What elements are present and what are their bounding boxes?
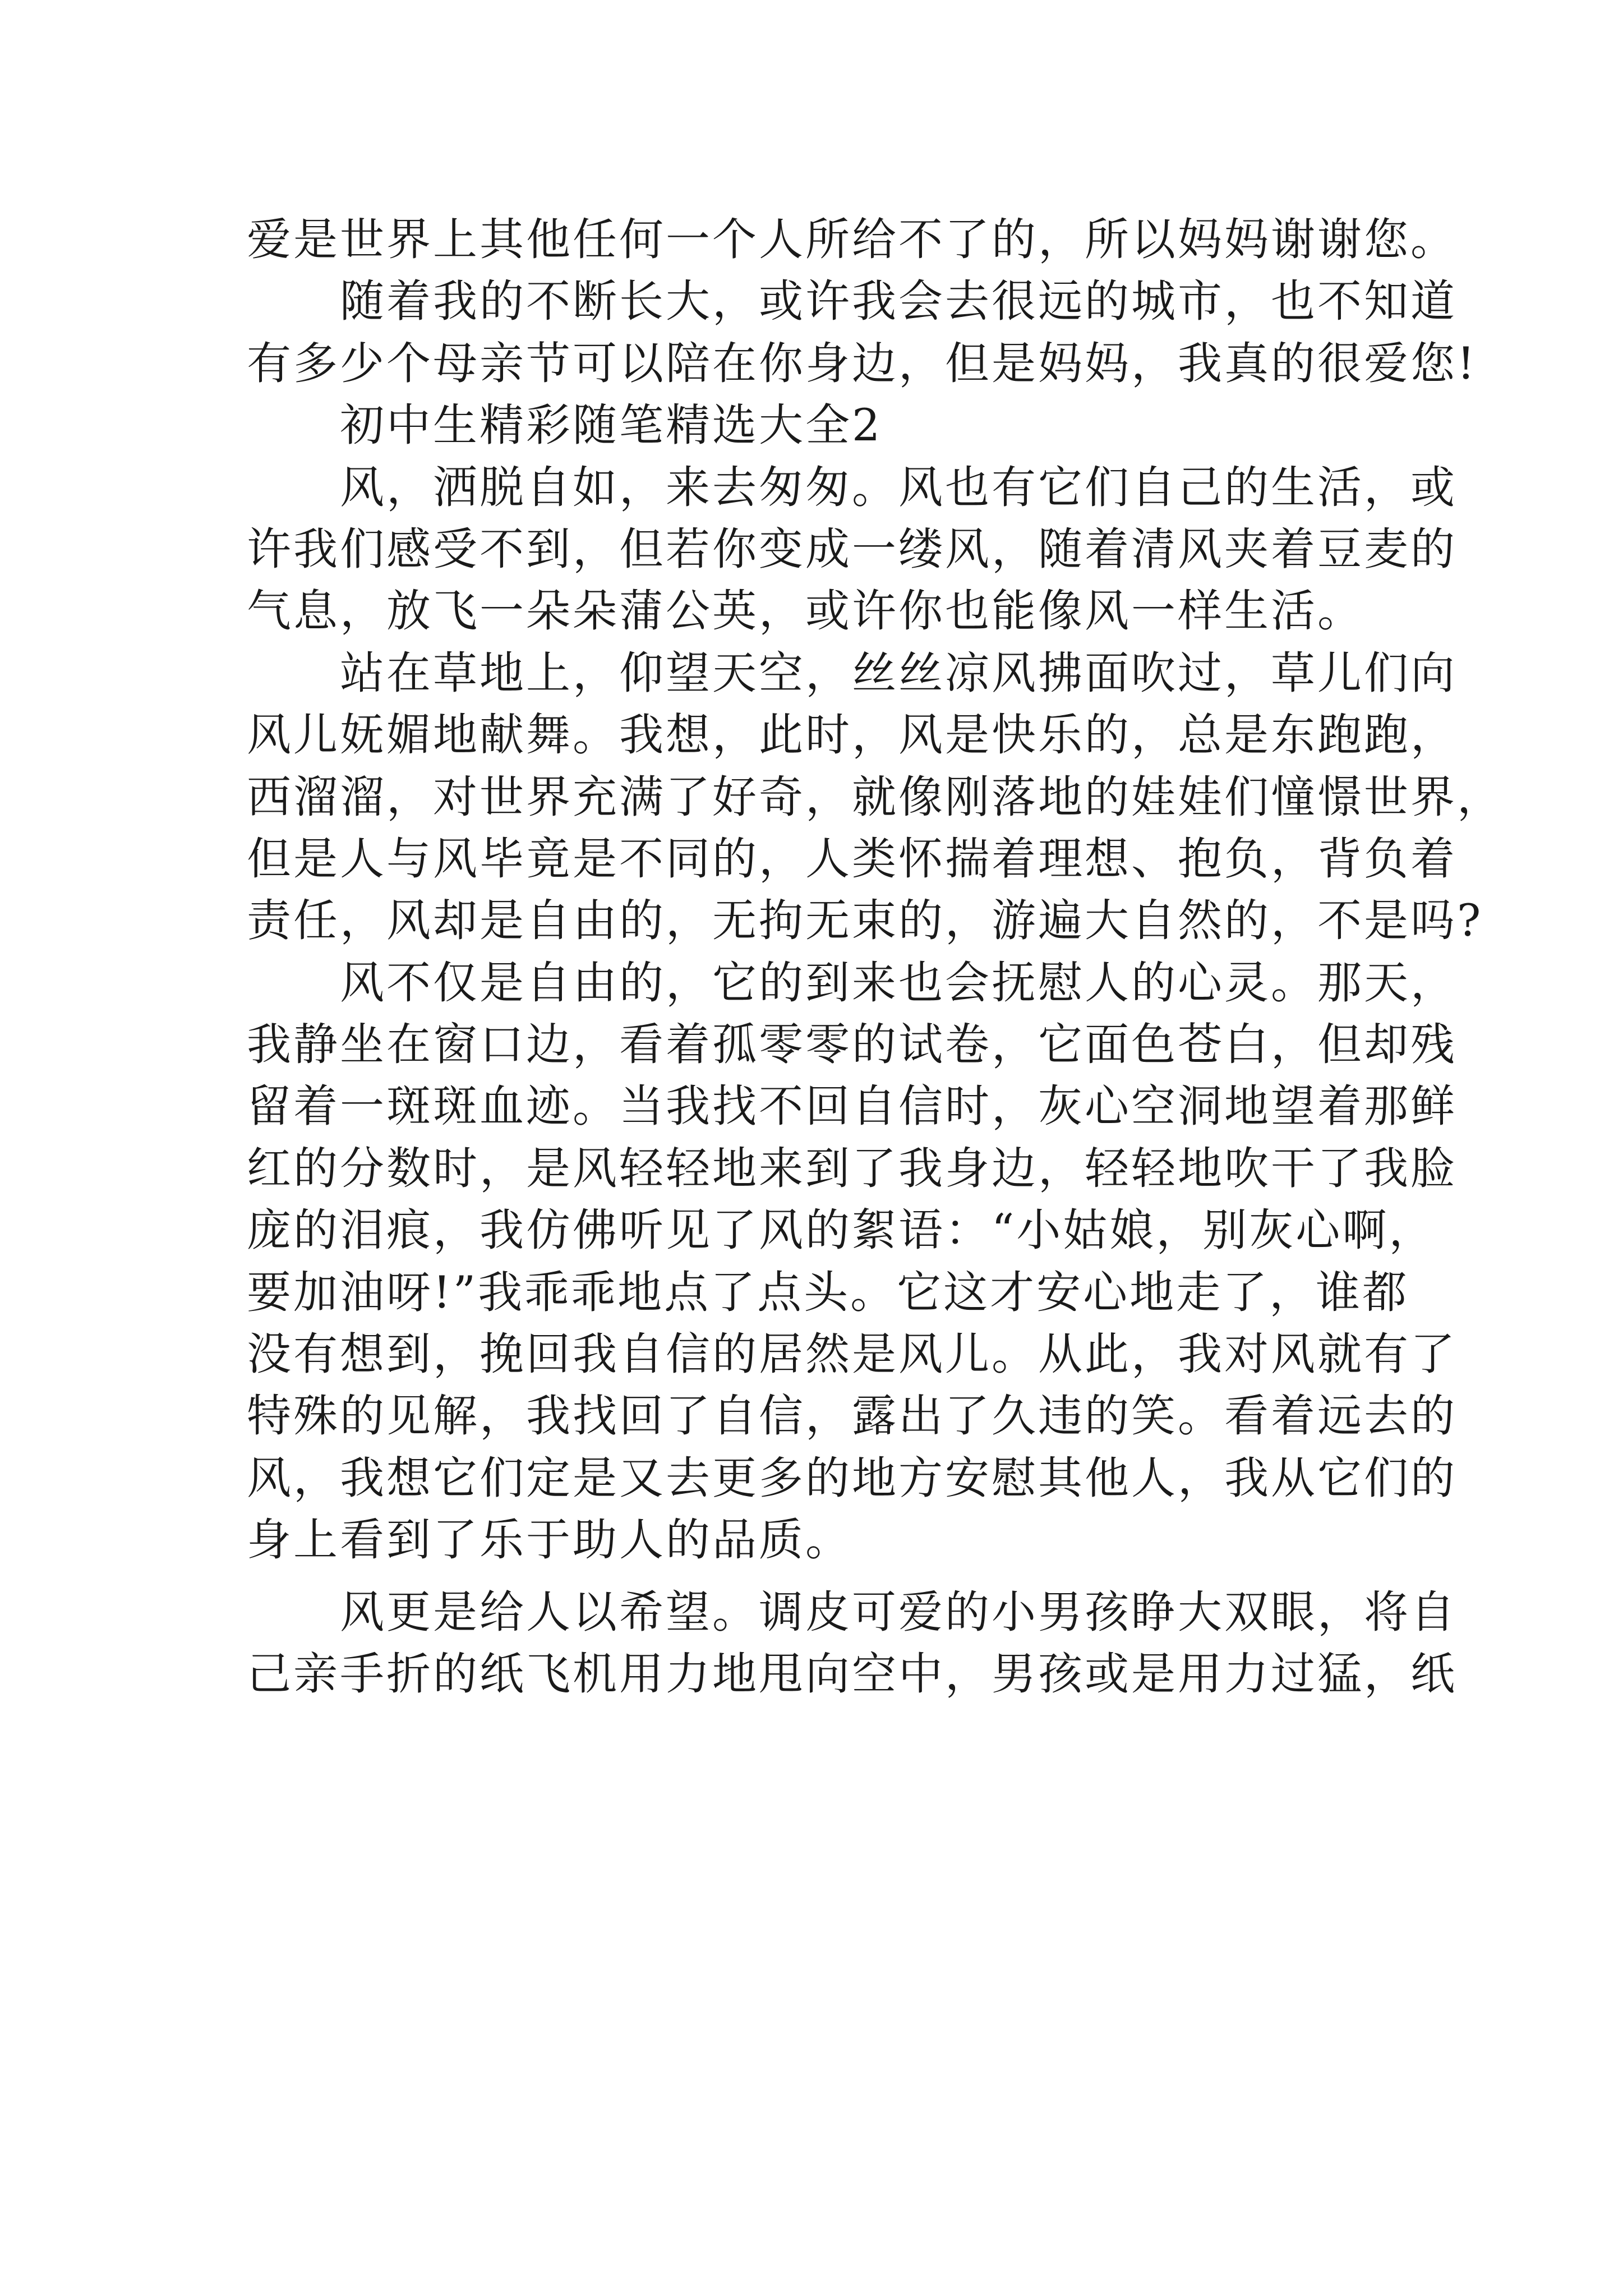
text-line: 但是人与风毕竟是不同的，人类怀揣着理想、抱负，背负着 [247,832,1457,885]
text-line: 风儿妩媚地献舞。我想，此时，风是快乐的，总是东跑跑， [247,709,1457,761]
text-line: 己亲手折的纸飞机用力地甩向空中，男孩或是用力过猛，纸 [247,1648,1457,1700]
text-line: 红的分数时，是风轻轻地来到了我身边，轻轻地吹干了我脸 [247,1142,1457,1194]
text-line: 站在草地上，仰望天空，丝丝凉风拂面吹过，草儿们向 [340,647,1457,699]
text-line: 我静坐在窗口边，看着孤零零的试卷，它面色苍白，但却残 [247,1019,1457,1071]
text-line: 留着一斑斑血迹。当我找不回自信时，灰心空洞地望着那鲜 [247,1080,1457,1133]
text-line: 许我们感受不到，但若你变成一缕风，随着清风夹着豆麦的 [247,523,1457,575]
text-line: 西溜溜，对世界充满了好奇，就像刚落地的娃娃们憧憬世界， [247,771,1504,823]
text-line: 身上看到了乐于助人的品质。 [247,1514,852,1566]
text-line: 风不仅是自由的，它的到来也会抚慰人的心灵。那天， [340,956,1457,1009]
text-line: 有多少个母亲节可以陪在你身边，但是妈妈，我真的很爱您! [247,337,1477,389]
text-line: 随着我的不断长大，或许我会去很远的城市，也不知道 [340,275,1457,328]
text-line: 风，我想它们定是又去更多的地方安慰其他人，我从它们的 [247,1452,1457,1504]
text-line: 气息，放飞一朵朵蒲公英，或许你也能像风一样生活。 [247,585,1364,637]
text-line: 风，洒脱自如，来去匆匆。风也有它们自己的生活，或 [340,461,1457,513]
section-title: 初中生精彩随笔精选大全2 [340,399,883,452]
text-line: 责任，风却是自由的，无拘无束的，游遍大自然的，不是吗? [247,895,1483,947]
text-line: 爱是世界上其他任何一个人所给不了的，所以妈妈谢谢您。 [247,214,1457,265]
text-line: 庞的泪痕，我仿佛听见了风的絮语：“小姑娘，别灰心啊， [247,1204,1436,1257]
text-line: 要加油呀!”我乖乖地点了点头。它这才安心地走了，谁都 [247,1266,1409,1318]
text-line: 特殊的见解，我找回了自信，露出了久违的笑。看着远去的 [247,1390,1457,1442]
text-line: 没有想到，挽回我自信的居然是风儿。从此，我对风就有了 [247,1328,1457,1381]
text-line: 风更是给人以希望。调皮可爱的小男孩睁大双眼，将自 [340,1586,1457,1638]
body-text [247,209,1504,1705]
